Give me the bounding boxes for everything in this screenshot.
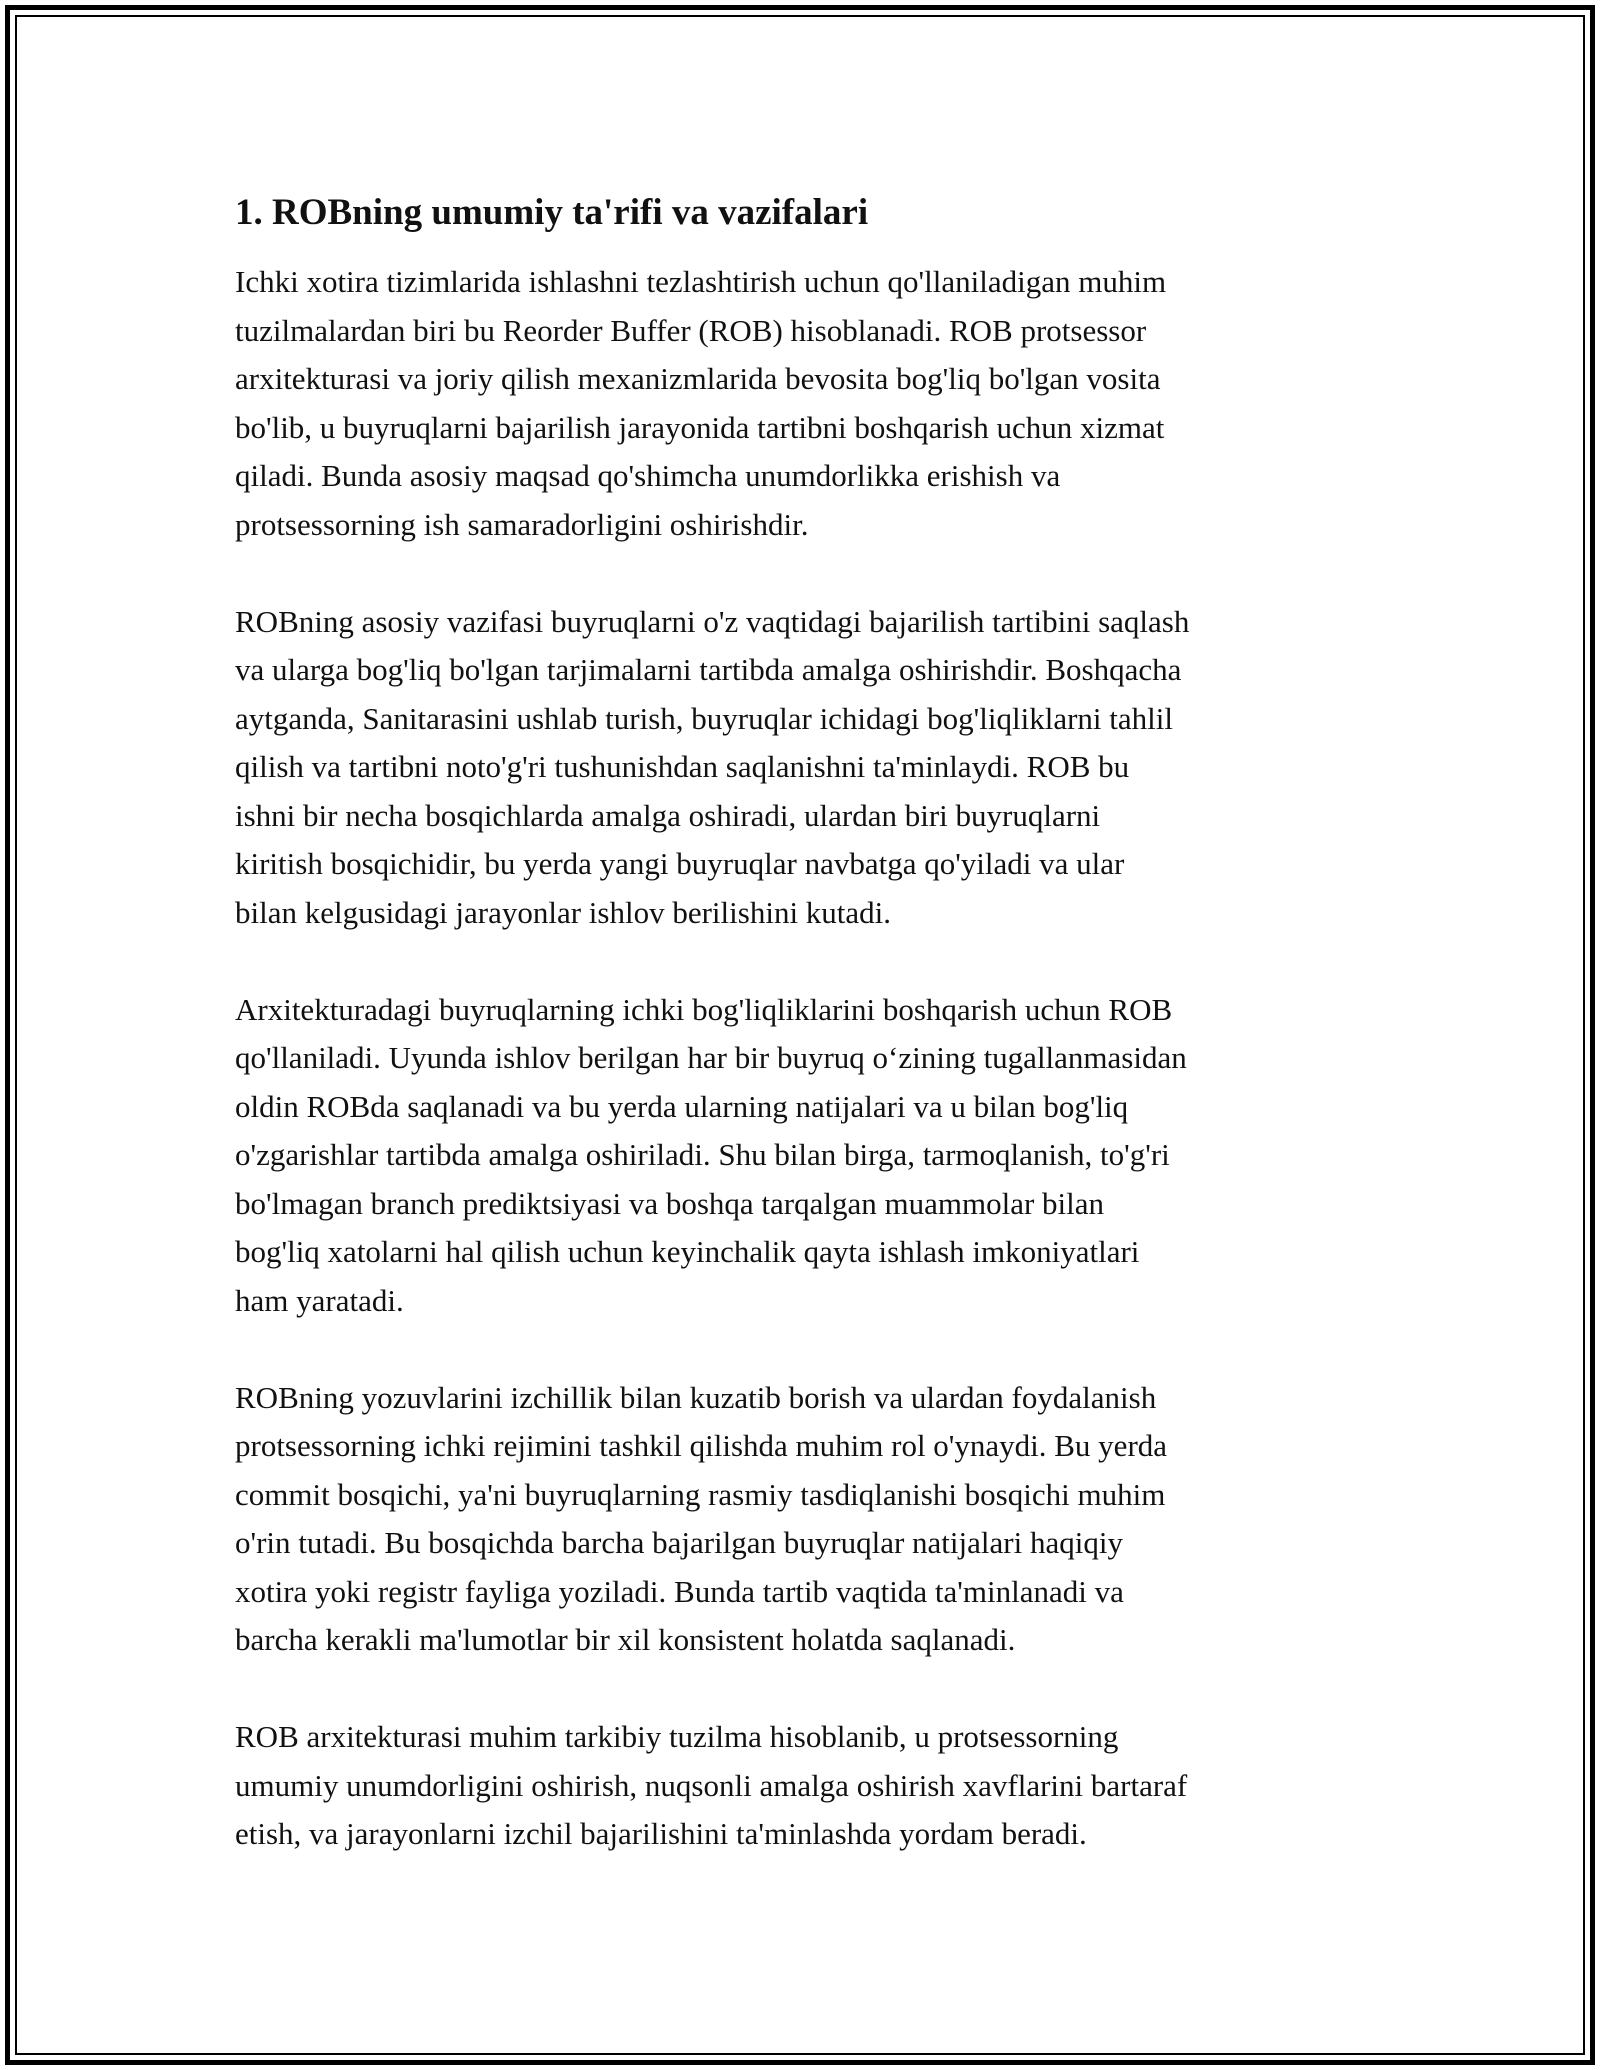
paragraph-line: ROBning yozuvlarini izchillik bilan kuzatib borish va ulardan foydalanish bbox=[235, 1379, 1157, 1415]
paragraph-line: xotira yoki registr fayliga yoziladi. Bunda tartib vaqtida ta'minlanadi va bbox=[235, 1573, 1124, 1609]
paragraph-line: Arxitekturadagi buyruqlarning ichki bog'liqliklarini boshqarish uchun ROB bbox=[235, 991, 1173, 1027]
paragraph-line: qiladi. Bunda asosiy maqsad qo'shimcha unumdorlikka erishish va bbox=[235, 458, 1061, 493]
section-heading: 1. ROBning umumiy ta'rifi va vazifalari bbox=[235, 192, 869, 233]
paragraph-line: etish, va jarayonlarni izchil bajarilishini ta'minlashda yordam beradi. bbox=[235, 1816, 1087, 1851]
paragraph-line: bo'lib, u buyruqlarni bajarilish jarayonida tartibni boshqarish uchun xizmat bbox=[235, 409, 1165, 445]
paragraph-line: ishni bir necha bosqichlarda amalga oshiradi, ulardan biri buyruqlarni bbox=[235, 797, 1101, 833]
paragraph-2 bbox=[235, 598, 1385, 938]
paragraph-line: tuzilmalardan biri bu Reorder Buffer (ROB) hisoblanadi. ROB protsessor bbox=[235, 312, 1147, 348]
paragraph-line: o'zgarishlar tartibda amalga oshiriladi. Shu bilan birga, tarmoqlanish, to'g'ri bbox=[235, 1137, 1170, 1172]
paragraph-line: protsessorning ish samaradorligini oshirishdir. bbox=[235, 506, 809, 542]
paragraph-4 bbox=[235, 1374, 1385, 1665]
paragraph-line: ROBning asosiy vazifasi buyruqlarni o'z vaqtidagi bajarilish tartibini saqlash bbox=[235, 603, 1190, 639]
paragraph-line: bilan kelgusidagi jarayonlar ishlov berilishini kutadi. bbox=[235, 894, 892, 930]
document-body bbox=[235, 188, 1385, 1907]
paragraph-line: kiritish bosqichidir, bu yerda yangi buyruqlar navbatga qo'yiladi va ular bbox=[235, 846, 1125, 881]
paragraph-line: arxitekturasi va joriy qilish mexanizmlarida bevosita bog'liq bo'lgan vosita bbox=[235, 361, 1161, 396]
paragraph-line: aytganda, Sanitarasini ushlab turish, buyruqlar ichidagi bog'liqliklarni tahlil bbox=[235, 700, 1173, 736]
paragraph-line: ham yaratadi. bbox=[235, 1282, 404, 1318]
paragraph-line: Ichki xotira tizimlarida ishlashni tezlashtirish uchun qo'llaniladigan muhim bbox=[235, 264, 1167, 299]
paragraph-5 bbox=[235, 1713, 1385, 1859]
paragraph-line: bog'liq xatolarni hal qilish uchun keyinchalik qayta ishlash imkoniyatlari bbox=[235, 1234, 1140, 1269]
paragraph-line: umumiy unumdorligini oshirish, nuqsonli amalga oshirish xavflarini bartaraf bbox=[235, 1767, 1188, 1803]
paragraph-line: barcha kerakli ma'lumotlar bir xil konsistent holatda saqlanadi. bbox=[235, 1622, 1016, 1657]
paragraph-3 bbox=[235, 986, 1385, 1326]
paragraph-line: protsessorning ichki rejimini tashkil qilishda muhim rol o'ynaydi. Bu yerda bbox=[235, 1428, 1168, 1463]
paragraph-line: oldin ROBda saqlanadi va bu yerda ularning natijalari va u bilan bog'liq bbox=[235, 1088, 1129, 1124]
paragraph-line: commit bosqichi, ya'ni buyruqlarning rasmiy tasdiqlanishi bosqichi muhim bbox=[235, 1476, 1166, 1512]
paragraph-line: qo'llaniladi. Uyunda ishlov berilgan har bir buyruq o‘zining tugallanmasidan bbox=[235, 1040, 1187, 1075]
paragraph-1 bbox=[235, 258, 1385, 549]
paragraph-line: bo'lmagan branch prediktsiyasi va boshqa tarqalgan muammolar bilan bbox=[235, 1185, 1105, 1221]
paragraph-line: o'rin tutadi. Bu bosqichda barcha bajarilgan buyruqlar natijalari haqiqiy bbox=[235, 1525, 1123, 1560]
paragraph-line: va ularga bog'liq bo'lgan tarjimalarni tartibda amalga oshirishdir. Boshqacha bbox=[235, 652, 1182, 687]
paragraph-line: ROB arxitekturasi muhim tarkibiy tuzilma hisoblanib, u protsessorning bbox=[235, 1719, 1119, 1754]
paragraph-line: qilish va tartibni noto'g'ri tushunishdan saqlanishni ta'minlaydi. ROB bu bbox=[235, 749, 1130, 784]
